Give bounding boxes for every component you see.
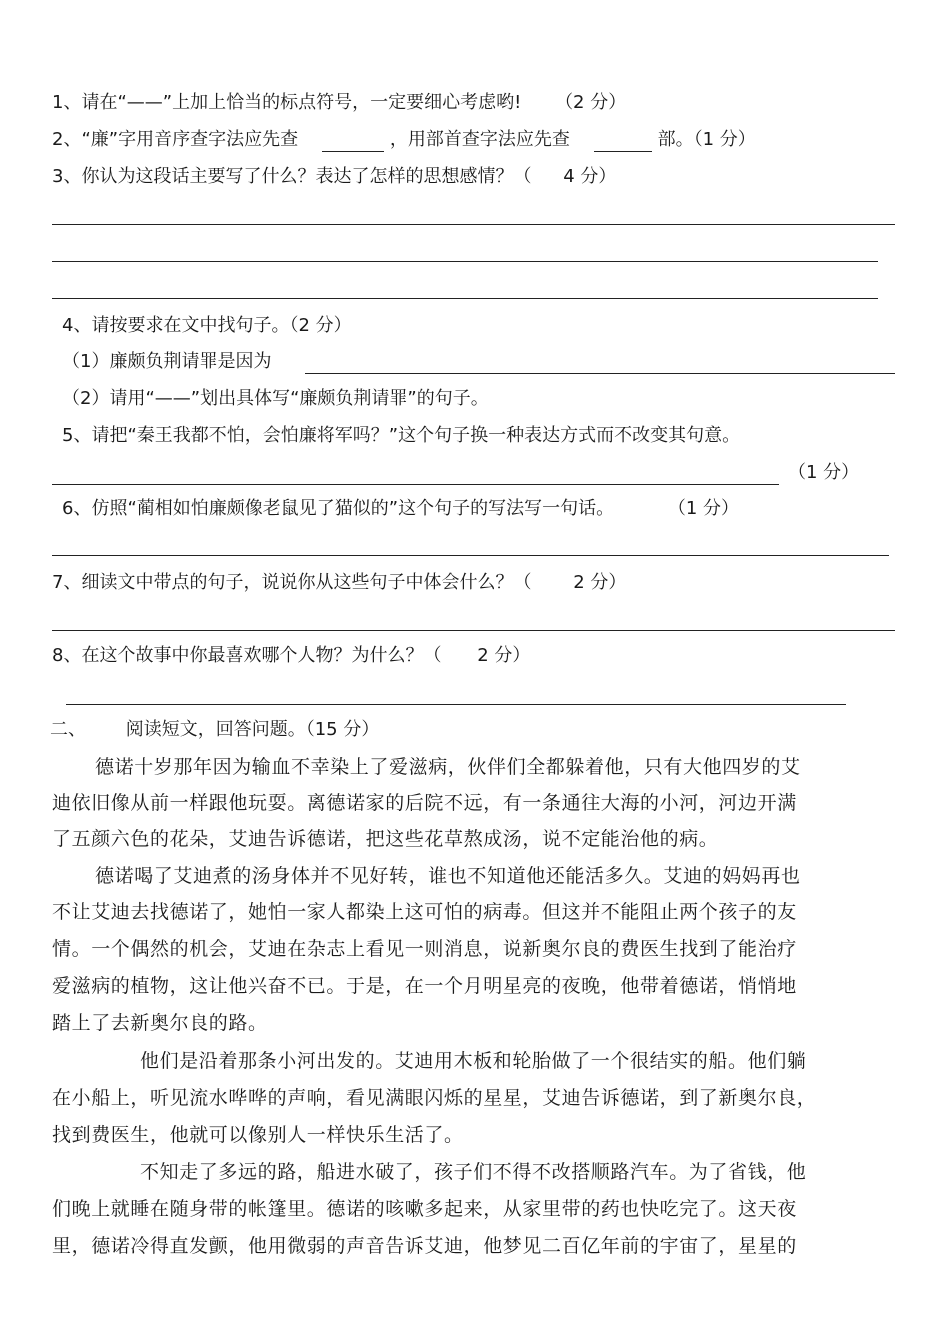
answer-line[interactable] xyxy=(52,630,895,631)
passage-line: 了五颜六色的花朵，艾迪告诉德诺，把这些花草熬成汤，说不定能治他的病。 xyxy=(52,828,719,850)
question-1-text: 1、请在“——”上加上恰当的标点符号，一定要细心考虑哟! xyxy=(52,92,522,113)
question-8-text: 8、在这个故事中你最喜欢哪个人物？为什么？（ xyxy=(52,645,442,666)
answer-line[interactable] xyxy=(52,261,878,262)
passage-line: 德诺十岁那年因为输血不幸染上了爱滋病，伙伴们全都躲着他，只有大他四岁的艾 xyxy=(95,756,801,778)
question-1-score: （2 分） xyxy=(555,92,627,113)
passage-line: 不让艾迪去找德诺了，她怕一家人都染上这可怕的病毒。但这并不能阻止两个孩子的友 xyxy=(52,901,797,923)
question-5-score: （1 分） xyxy=(788,462,860,483)
question-4-2: （2）请用“——”划出具体写“廉颇负荆请罪”的句子。 xyxy=(62,388,489,409)
question-3-text: 3、你认为这段话主要写了什么？表达了怎样的思想感情？（ xyxy=(52,166,532,187)
passage-line: 他们是沿着那条小河出发的。艾迪用木板和轮胎做了一个很结实的船。他们躺 xyxy=(140,1050,807,1072)
section-title: 阅读短文，回答问题。（15 分） xyxy=(125,719,380,740)
question-6-text: 6、仿照“蔺相如怕廉颇像老鼠见了猫似的”这个句子的写法写一句话。 xyxy=(62,498,615,519)
answer-line[interactable] xyxy=(52,555,889,556)
question-2-text-a: 2、“廉”字用音序查字法应先查 xyxy=(52,129,299,150)
question-8 xyxy=(52,644,530,668)
question-5: 5、请把“秦王我都不怕，会怕廉将军吗？”这个句子换一种表达方式而不改变其句意。 xyxy=(62,425,741,446)
passage-line: 迪依旧像从前一样跟他玩耍。离德诺家的后院不远，有一条通往大海的小河，河边开满 xyxy=(52,792,797,814)
answer-line[interactable] xyxy=(52,224,895,225)
passage-line: 在小船上，听见流水哗哗的声响，看见满眼闪烁的星星，艾迪告诉德诺，到了新奥尔良， xyxy=(52,1087,817,1109)
question-2 xyxy=(52,128,756,152)
answer-line[interactable] xyxy=(52,298,878,299)
passage-line: 踏上了去新奥尔良的路。 xyxy=(52,1012,268,1034)
question-4: 4、请按要求在文中找句子。（2 分） xyxy=(62,315,352,336)
question-3 xyxy=(52,165,616,189)
question-1 xyxy=(52,91,626,115)
question-6-score: （1 分） xyxy=(667,498,740,519)
passage-line: 德诺喝了艾迪煮的汤身体并不见好转，谁也不知道他还能活多久。艾迪的妈妈再也 xyxy=(95,865,801,887)
question-7-score: 2 分） xyxy=(573,572,627,593)
passage-line: 情。一个偶然的机会，艾迪在杂志上看见一则消息，说新奥尔良的费医生找到了能治疗 xyxy=(52,938,797,960)
answer-blank-radical[interactable] xyxy=(594,133,652,152)
question-3-score: 4 分） xyxy=(563,166,617,187)
question-2-text-b: ，用部首查字法应先查 xyxy=(389,129,570,150)
passage-line: 们晚上就睡在随身带的帐篷里。德诺的咳嗽多起来，从家里带的药也快吃完了。这天夜 xyxy=(52,1198,797,1220)
question-8-score: 2 分） xyxy=(477,645,531,666)
answer-blank-pinyin[interactable] xyxy=(322,133,384,152)
answer-line[interactable] xyxy=(52,484,779,485)
question-7-text: 7、细读文中带点的句子，说说你从这些句子中体会什么？（ xyxy=(52,572,532,593)
passage-line: 不知走了多远的路，船进水破了，孩子们不得不改搭顺路汽车。为了省钱，他 xyxy=(140,1161,807,1183)
section-heading xyxy=(50,718,379,742)
section-number: 二、 xyxy=(50,719,86,740)
passage-line: 里，德诺冷得直发颤，他用微弱的声音告诉艾迪，他梦见二百亿年前的宇宙了，星星的 xyxy=(52,1235,797,1257)
question-2-text-c: 部。（1 分） xyxy=(657,129,756,150)
question-4-1: （1）廉颇负荆请罪是因为 xyxy=(62,351,272,372)
question-6 xyxy=(62,497,739,521)
passage-line: 找到费医生，他就可以像别人一样快乐生活了。 xyxy=(52,1124,464,1146)
answer-line[interactable] xyxy=(66,704,846,705)
passage-line: 爱滋病的植物，这让他兴奋不已。于是，在一个月明星亮的夜晚，他带着德诺，悄悄地 xyxy=(52,975,797,997)
answer-line[interactable] xyxy=(305,373,895,374)
question-7 xyxy=(52,571,626,595)
